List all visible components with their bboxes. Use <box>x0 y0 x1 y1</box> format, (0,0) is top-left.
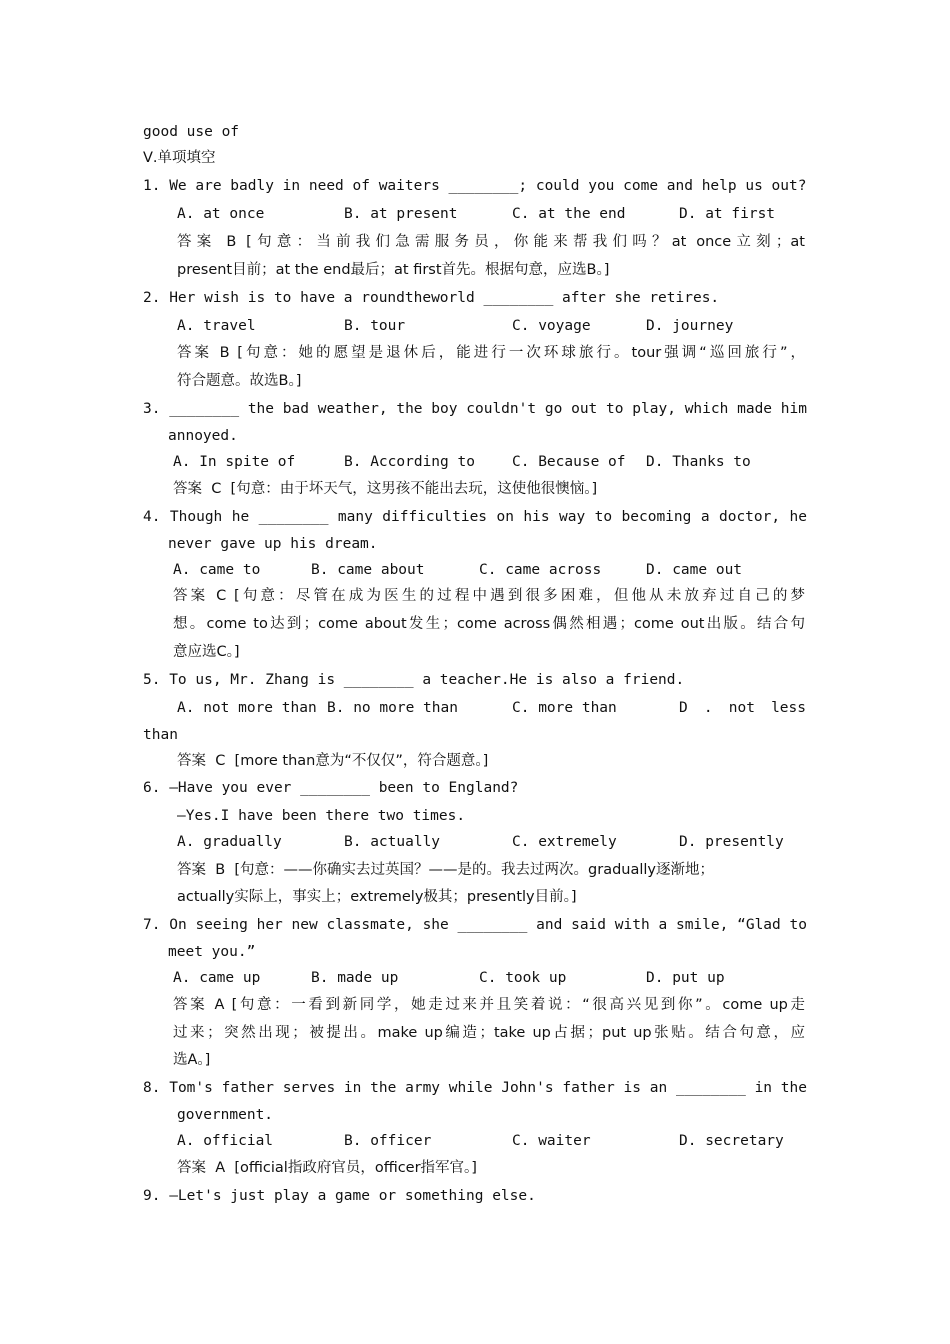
question-1-stem: 1. We are badly in need of waiters ________; could you come and help us out? <box>143 178 807 194</box>
question-6-answer-cont: actually实际上，事实上；extremely极其；presently目前。] <box>177 889 577 905</box>
question-6-answer: 答案 B [句意：——你确实去过英国？——是的。我去过两次。gradually逐渐地； <box>177 862 715 878</box>
question-4-stem: 4. Though he ________ many difficulties on his way to becoming a doctor, he <box>143 509 807 525</box>
question-2-option-d: D. journey <box>646 318 734 334</box>
question-8-option-c: C. waiter <box>512 1133 591 1149</box>
question-7-answer-cont: 过来；突然出现；被提出。make up编造；take up占据；put up张贴。结合句意，应 <box>173 1025 805 1041</box>
question-5-option-a: A. not more than <box>177 700 317 716</box>
question-9-stem: 9. —Let's just play a game or something else. <box>143 1188 536 1204</box>
question-4-stem-cont: never gave up his dream. <box>168 536 378 552</box>
question-1-answer: 答案 B [句意：当前我们急需服务员，你能来帮我们吗？at once立刻；at <box>177 234 805 250</box>
question-8-option-b: B. officer <box>344 1133 432 1149</box>
question-4-option-b: B. came about <box>311 562 425 578</box>
question-1-option-b: B. at present <box>344 206 458 222</box>
section-heading: Ⅴ.单项填空 <box>143 150 216 166</box>
question-5-option-c: C. more than <box>512 700 617 716</box>
question-1-option-c: C. at the end <box>512 206 626 222</box>
question-7-stem-cont: meet you.” <box>168 944 256 960</box>
question-5-stem: 5. To us, Mr. Zhang is ________ a teacher.He is also a friend. <box>143 672 685 688</box>
question-4-answer-cont: 想。come to达到；come about发生；come across偶然相遇；come out出版。结合句 <box>173 616 805 632</box>
question-6-option-d: D. presently <box>679 834 784 850</box>
question-1-option-a: A. at once <box>177 206 265 222</box>
question-3-stem: 3. ________ the bad weather, the boy couldn't go out to play, which made him <box>143 401 807 417</box>
question-3-option-a: A. In spite of <box>173 454 296 470</box>
question-3-stem-cont: annoyed. <box>168 428 238 444</box>
question-7-answer-cont-2: 选A。] <box>173 1052 211 1068</box>
question-4-option-d: D. came out <box>646 562 743 578</box>
question-7-option-c: C. took up <box>479 970 567 986</box>
question-7-stem: 7. On seeing her new classmate, she ________ and said with a smile, “Glad to <box>143 917 807 933</box>
question-6-option-b: B. actually <box>344 834 441 850</box>
question-2-answer-cont: 符合题意。故选B。] <box>177 373 302 389</box>
question-4-answer: 答案 C [句意：尽管在成为医生的过程中遇到很多困难，但他从未放弃过自己的梦 <box>173 588 805 604</box>
question-6-stem-cont: —Yes.I have been there two times. <box>177 808 466 824</box>
question-1-answer-cont: present目前；at the end最后；at first首先。根据句意，应选B。] <box>177 262 610 278</box>
question-3-answer: 答案 C [句意：由于坏天气，这男孩不能出去玩，这使他很懊恼。] <box>173 481 598 497</box>
question-6-option-a: A. gradually <box>177 834 282 850</box>
question-2-option-c: C. voyage <box>512 318 591 334</box>
previous-page-tail: good use of <box>143 124 240 140</box>
question-8-stem-cont: government. <box>177 1107 274 1123</box>
question-7-answer: 答案 A [句意：一看到新同学，她走过来并且笑着说：“很高兴见到你”。come up走 <box>173 997 805 1013</box>
question-3-option-c: C. Because of <box>512 454 626 470</box>
question-7-option-a: A. came up <box>173 970 261 986</box>
question-7-option-d: D. put up <box>646 970 725 986</box>
question-7-option-b: B. made up <box>311 970 399 986</box>
question-4-option-c: C. came across <box>479 562 602 578</box>
question-6-option-c: C. extremely <box>512 834 617 850</box>
question-3-option-b: B. According to <box>344 454 475 470</box>
question-8-stem: 8. Tom's father serves in the army while John's father is an ________ in the <box>143 1080 807 1096</box>
question-8-option-d: D. secretary <box>679 1133 784 1149</box>
question-5-option-d-wrap: than <box>143 727 178 743</box>
question-5-option-d: D . not less <box>679 700 806 716</box>
question-8-answer: 答案 A [official指政府官员，officer指军官。] <box>177 1160 477 1176</box>
question-2-option-a: A. travel <box>177 318 256 334</box>
question-8-option-a: A. official <box>177 1133 274 1149</box>
question-4-answer-cont-2: 意应选C。] <box>173 644 240 660</box>
question-6-stem: 6. —Have you ever ________ been to England? <box>143 780 519 796</box>
question-2-answer: 答案 B [句意：她的愿望是退休后，能进行一次环球旅行。tour强调“巡回旅行”， <box>177 345 805 361</box>
question-3-option-d: D. Thanks to <box>646 454 751 470</box>
question-5-answer: 答案 C [more than意为“不仅仅”，符合题意。] <box>177 753 489 769</box>
question-2-stem: 2. Her wish is to have a roundtheworld ________ after she retires. <box>143 290 720 306</box>
question-4-option-a: A. came to <box>173 562 261 578</box>
question-2-option-b: B. tour <box>344 318 406 334</box>
question-5-option-b: B. no more than <box>327 700 458 716</box>
question-1-option-d: D. at first <box>679 206 776 222</box>
